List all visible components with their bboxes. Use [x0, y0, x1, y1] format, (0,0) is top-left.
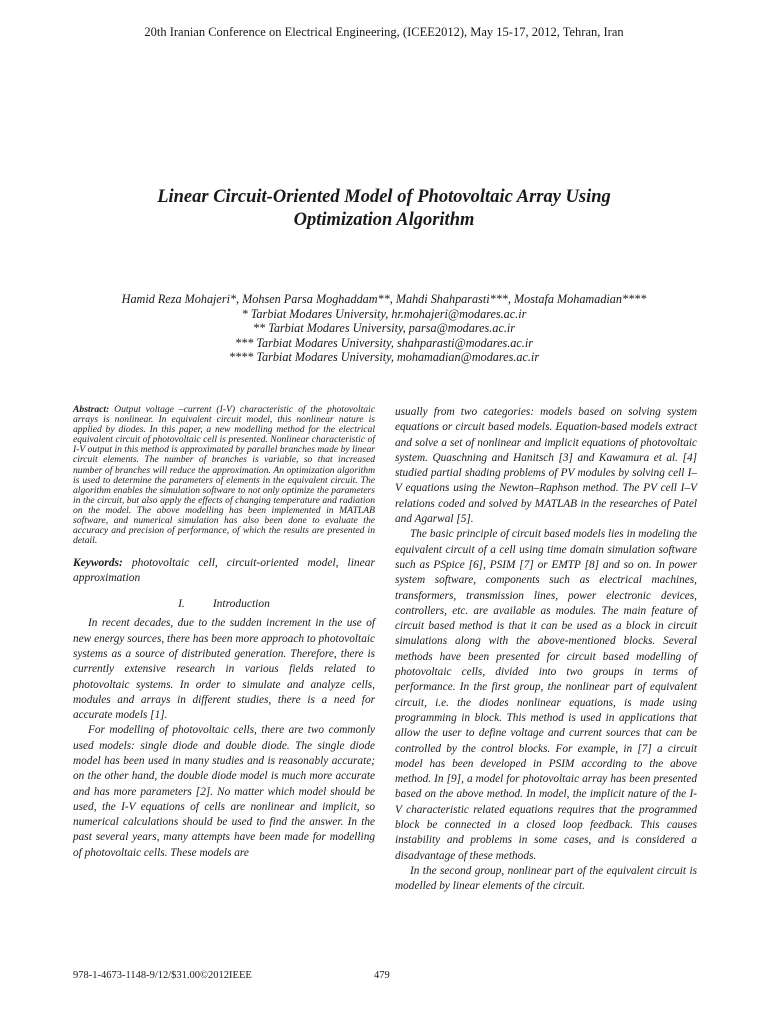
- title-line-2: Optimization Algorithm: [293, 210, 475, 230]
- paragraph: For modelling of photovoltaic cells, there are two commonly used models: single diode and double diode. The single diode model has been used in many studies and is reasonably accurate; on the other hand, the double diode model is much more accurate and has more parameters [2]. No matter which model should be used, the I-V equations of cells are nonlinear and implicit, so numerical calculations should be used to find the answer. In the past several years, many attempts have been made for modelling of photovoltaic cells. These models are: [73, 724, 375, 859]
- keywords-text: photovoltaic cell, circuit-oriented model, linear approximation: [73, 557, 375, 585]
- author-block: [40, 292, 728, 365]
- paragraph: The basic principle of circuit based models lies in modeling the equivalent circuit of a cell using time domain simulation software such as PSpice [6], PSIM [7] or EMTP [8] and so on. In power system software, components such as electrical machines, transformers, transmission lines, power electronic devices, controllers, etc. are available as modules. The main feature of circuit based method is that it can be used as a block in circuit simulations along with the above-mentioned blocks. Several methods have been presented for circuit based modelling of photovoltaic cells, divided into two groups in terms of performance. In the first group, the nonlinear part of equivalent circuit, i.e. the diodes nonlinear equations, is made using programming in block. This method is used in applications that allow the user to define voltage and current sources that can be controlled by the control blocks. For example, in [7] a circuit model has been developed in PSIM according to the above method. In [9], a model for photovoltaic array has been presented based on the above method. In model, the implicit nature of the I-V characteristic related equations requires that the programmed block be connected in a closed loop feedback. This causes instability and problems in some cases, and is considered a disadvantage of these methods.: [395, 528, 697, 862]
- affiliation-1: * Tarbiat Modares University, hr.mohajeri@modares.ac.ir: [241, 306, 527, 321]
- conference-header: 20th Iranian Conference on Electrical Engineering, (ICEE2012), May 15-17, 2012, Tehran, Iran: [144, 25, 624, 39]
- copyright-footer: 978-1-4673-1148-9/12/$31.00©2012IEEE: [73, 970, 252, 981]
- page-number: 479: [374, 970, 390, 981]
- abstract-label: Abstract:: [73, 404, 110, 415]
- affiliation-3: *** Tarbiat Modares University, shahparasti@modares.ac.ir: [235, 335, 533, 350]
- section-heading: [73, 598, 375, 610]
- keywords-label: Keywords:: [73, 557, 123, 570]
- paragraph: In recent decades, due to the sudden increment in the use of new energy sources, there has been more approach to photovoltaic systems as a source of distributed generation. Therefore, there is currently extensive research in various fields related to photovoltaic systems. In order to simulate and analyze cells, modules and arrays in different studies, there is a need for accurate models [1].: [73, 617, 375, 722]
- affiliation-2: ** Tarbiat Modares University, parsa@modares.ac.ir: [252, 321, 516, 336]
- abstract-text: Output voltage –current (I-V) characteristic of the photovoltaic arrays is nonlinear. In equivalent circuit model, this nonlinear nature is applied by diodes. In this paper, a new modelling method for the electrical equivalent circuit of photovoltaic cell is presented. Nonlinear characteristic of I-V output in this method is approximated by parallel branches made by linear circuit elements. The number of branches is variable, so that increased number of branches will reduce the approximation. An optimization algorithm is used to determine the parameters of elements in the equivalent circuit. The algorithm enables the simulation software to not only optimize the parameters in the circuit, but also apply the effects of changing temperature and radiation on the model. The above modelling has been implemented in MATLAB software, and numerical simulation has also been done to evaluate the accuracy and precision of performance, of which the results are presented in detail.: [73, 404, 375, 547]
- paragraph: usually from two categories: models based on solving system equations or circuit based models. Equation-based models extract and solve a set of nonlinear and implicit equations of photovoltaic system. Quaschning and Hanitsch [3] and Kawamura et al. [4] studied partial shading problems of PV modules by solving cell I–V equations using the Newton–Raphson method. The PV cell I–V relations coded and solved by MATLAB in the researches of Patel and Agarwal [5].: [395, 406, 697, 526]
- paragraph: In the second group, nonlinear part of the equivalent circuit is modelled by linear elements of the circuit.: [395, 864, 697, 893]
- paper-title: [80, 186, 688, 232]
- left-column: [73, 405, 375, 861]
- section-number: I.: [178, 598, 185, 611]
- right-column: [395, 405, 697, 895]
- abstract: [73, 405, 375, 546]
- keywords: [73, 556, 375, 586]
- section-title: Introduction: [212, 598, 270, 611]
- affiliation-4: **** Tarbiat Modares University, mohamadian@modares.ac.ir: [228, 350, 540, 365]
- author-names: Hamid Reza Mohajeri*, Mohsen Parsa Moghaddam**, Mahdi Shahparasti***, Mostafa Mohamadian****: [121, 292, 647, 306]
- title-line-1: Linear Circuit-Oriented Model of Photovoltaic Array Using: [157, 187, 611, 207]
